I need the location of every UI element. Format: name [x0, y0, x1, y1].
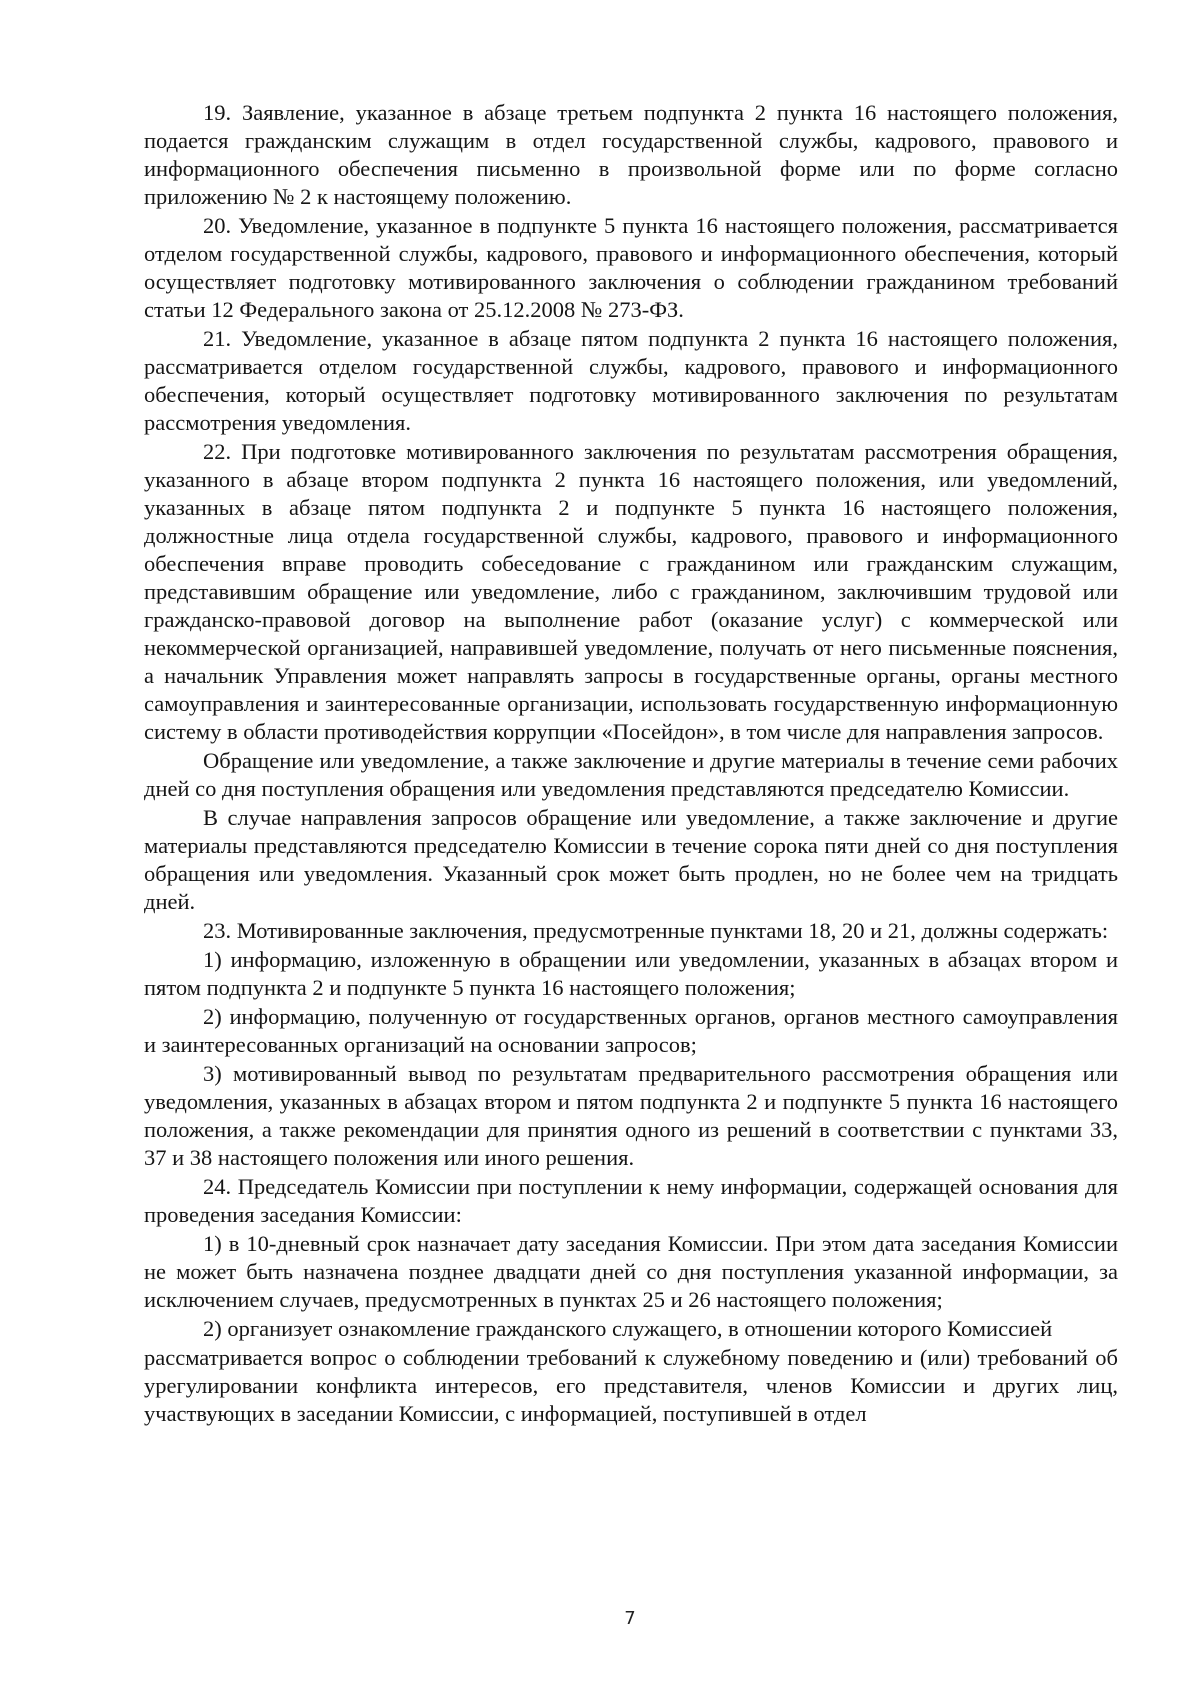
page-number: 7	[624, 1608, 636, 1629]
paragraph-20: 20. Уведомление, указанное в подпункте 5 пункта 16 настоящего положения, рассматривается отделом государственной службы, кадрового, правового и информационного обеспечения, который осуществляет подготовку мотивированного заключения о соблюдении гражданином требований статьи 12 Федерального закона от 25.12.2008 № 273-ФЗ.	[144, 213, 1118, 322]
paragraph-22-materials: Обращение или уведомление, а также заключение и другие материалы в течение семи рабочих дней со дня поступления обращения или уведомления представляются председателю Комиссии.	[144, 748, 1118, 801]
paragraph-21: 21. Уведомление, указанное в абзаце пятом подпункта 2 пункта 16 настоящего положения, рассматривается отделом государственной службы, кадрового, правового и информационного обеспечения, который осуществляет подготовку мотивированного заключения по результатам рассмотрения уведомления.	[144, 326, 1118, 435]
paragraph-24-item-2-continuation: рассматривается вопрос о соблюдении требований к служебному поведению и (или) требований об урегулировании конфликта интересов, его представителя, членов Комиссии и других лиц, участвующих в заседании Комиссии, с информацией, поступившей в отдел	[144, 1345, 1118, 1426]
paragraph-23-item-1: 1) информацию, изложенную в обращении или уведомлении, указанных в абзацах втором и пятом подпункта 2 и подпункте 5 пункта 16 настоящего положения;	[144, 947, 1118, 1000]
paragraph-24: 24. Председатель Комиссии при поступлении к нему информации, содержащей основания для проведения заседания Комиссии:	[144, 1174, 1118, 1227]
paragraph-19: 19. Заявление, указанное в абзаце третьем подпункта 2 пункта 16 настоящего положения, подается гражданским служащим в отдел государственной службы, кадрового, правового и информационного обеспечения письменно в произвольной форме или по форме согласно приложению № 2 к настоящему положению.	[144, 100, 1118, 209]
document-body	[144, 99, 1118, 1429]
paragraph-24-item-1: 1) в 10-дневный срок назначает дату заседания Комиссии. При этом дата заседания Комиссии не может быть назначена позднее двадцати дней со дня поступления указанной информации, за исключением случаев, предусмотренных в пунктах 25 и 26 настоящего положения;	[144, 1231, 1118, 1312]
paragraph-22-requests: В случае направления запросов обращение или уведомление, а также заключение и другие материалы представляются председателю Комиссии в течение сорока пяти дней со дня поступления обращения или уведомления. Указанный срок может быть продлен, но не более чем на тридцать дней.	[144, 805, 1118, 914]
paragraph-23: 23. Мотивированные заключения, предусмотренные пунктами 18, 20 и 21, должны содержать:	[203, 918, 1109, 943]
paragraph-23-item-3: 3) мотивированный вывод по результатам предварительного рассмотрения обращения или уведомления, указанных в абзацах втором и пятом подпункта 2 и подпункте 5 пункта 16 настоящего положения, а также рекомендации для принятия одного из решений в соответствии с пунктами 33, 37 и 38 настоящего положения или иного решения.	[144, 1061, 1118, 1170]
paragraph-22: 22. При подготовке мотивированного заключения по результатам рассмотрения обращения, указанного в абзаце втором подпункта 2 пункта 16 настоящего положения, или уведомлений, указанных в абзаце пятом подпункта 2 и подпункте 5 пункта 16 настоящего положения, должностные лица отдела государственной службы, кадрового, правового и информационного обеспечения вправе проводить собеседование с гражданином или гражданским служащим, представившим обращение или уведомление, либо с гражданином, заключившим трудовой или гражданско-правовой договор на выполнение работ (оказание услуг) с коммерческой или некоммерческой организацией, направившей уведомление, получать от него письменные пояснения, а начальник Управления может направлять запросы в государственные органы, органы местного самоуправления и заинтересованные организации, использовать государственную информационную систему в области противодействия коррупции «Посейдон», в том числе для направления запросов.	[144, 439, 1118, 744]
paragraph-24-item-2: 2) организует ознакомление гражданского служащего, в отношении которого Комиссией	[203, 1316, 1053, 1341]
paragraph-23-item-2: 2) информацию, полученную от государственных органов, органов местного самоуправления и заинтересованных организаций на основании запросов;	[144, 1004, 1118, 1057]
